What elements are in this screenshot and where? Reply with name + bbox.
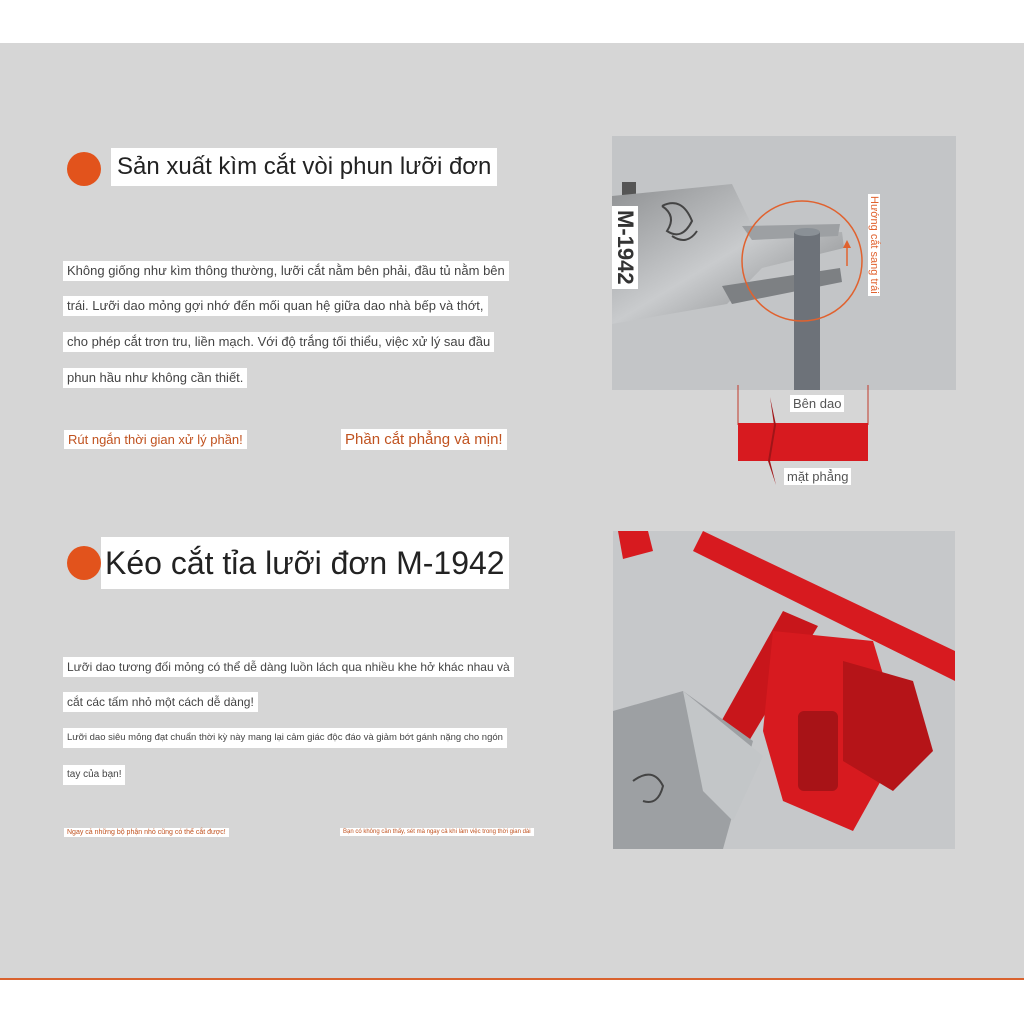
section1-line-1: Không giống như kìm thông thường, lưỡi cắt nằm bên phải, đầu tủ nằm bên xyxy=(63,261,509,281)
section2-line-3: Lưỡi dao siêu mỏng đạt chuẩn thời kỳ này mang lại cảm giác độc đáo và giảm bớt gánh nặng cho ngón xyxy=(63,728,507,748)
bottom-divider xyxy=(0,978,1024,980)
red-part-illustration xyxy=(613,531,955,849)
pliers-cutting-red-part-photo xyxy=(613,531,955,849)
section1-title: Sản xuất kìm cắt vòi phun lưỡi đơn xyxy=(111,148,497,186)
section2-title: Kéo cắt tỉa lưỡi đơn M-1942 xyxy=(101,537,509,589)
section2-line-4: tay của bạn! xyxy=(63,765,125,785)
section1-line-2: trái. Lưỡi dao mỏng gợi nhớ đến mối quan hệ giữa dao nhà bếp và thớt, xyxy=(63,296,488,316)
cut-direction-label: Hướng cắt sang trái xyxy=(868,196,880,294)
section2-line-2: cắt các tấm nhỏ một cách dễ dàng! xyxy=(63,692,258,712)
model-mark-label: M-1942 xyxy=(612,206,638,289)
section1-line-3: cho phép cắt trơn tru, liền mạch. Với độ trắng tối thiểu, việc xử lý sau đầu xyxy=(63,332,494,352)
pliers-cutting-diagram xyxy=(612,136,956,390)
section1-highlight-left: Rút ngắn thời gian xử lý phần! xyxy=(64,430,247,449)
section2-line-1: Lưỡi dao tương đối mỏng có thể dễ dàng luồn lách qua nhiều khe hở khác nhau và xyxy=(63,657,514,677)
pliers-illustration xyxy=(612,136,956,390)
section1-bullet-icon xyxy=(67,152,101,186)
section1-highlight-right: Phần cắt phẳng và mịn! xyxy=(341,429,507,450)
section2-footnote-left: Ngay cả những bộ phận nhỏ cũng có thể cắt được! xyxy=(64,828,229,837)
section1-line-4: phun hầu như không cần thiết. xyxy=(63,368,247,388)
section2-footnote-right: Bạn có không cần thấy, sét mà ngay cả khi làm việc trong thời gian dài xyxy=(340,828,534,836)
section2-bullet-icon xyxy=(67,546,101,580)
blade-side-label: Bên dao xyxy=(790,395,844,412)
flat-side-label: mặt phẳng xyxy=(784,468,851,485)
